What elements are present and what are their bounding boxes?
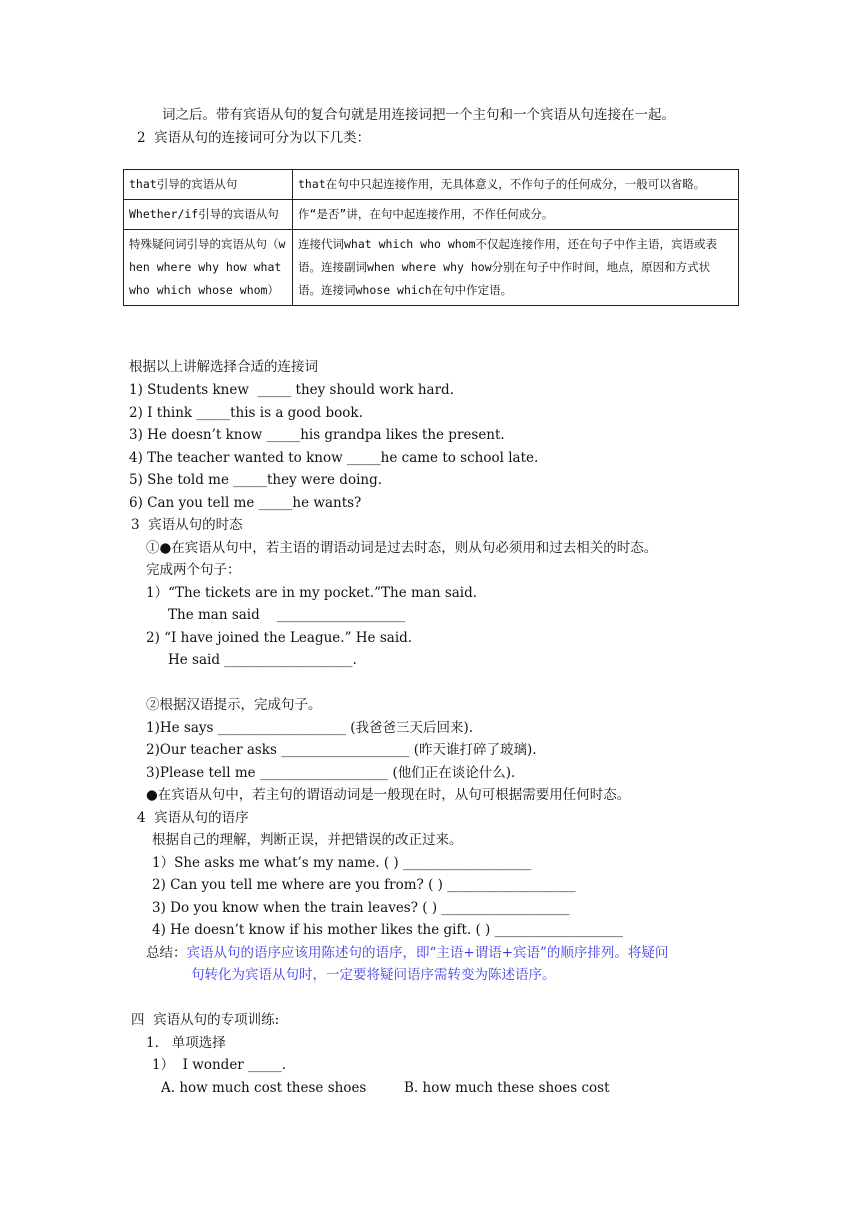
section3-a2: He said ___________________. [168,652,357,668]
section4-item: 3) Do you know when the train leaves? ( ) ___________________ [152,900,570,916]
exercise1-item: 1) Students knew _____ they should work hard. [129,382,454,398]
mc-question: 1） I wonder _____. [152,1057,287,1073]
section4-item: 1）She asks me what’s my name. ( ) ___________________ [152,855,532,871]
section4-item: 4) He doesn’t know if his mother likes the gift. ( ) ___________________ [152,922,623,938]
section3-sentence: 1)He says ___________________ (我爸爸三天后回来). [146,720,474,736]
section4-instruction: 根据自己的理解，判断正误，并把错误的改正过来。 [152,832,463,848]
table-cell-desc: that在句中只起连接作用，无具体意义，不作句子的任何成分，一般可以省略。 [293,170,739,200]
section3-sentence: 3)Please tell me ___________________ (他们正在谈论什么). [146,765,516,781]
section4-item: 2) Can you tell me where are you from? ( ) ___________________ [152,877,576,893]
table-row [124,230,739,306]
exercise1-item: 6) Can you tell me _____he wants? [129,495,362,511]
mc-option-a: A. how much cost these shoes [161,1080,367,1096]
table-cell-desc: 连接代词what which who whom不仅起连接作用，还在句子中作主语，宾语或表语。连接副词when where why how分别在句子中作时间，地点，原因和方式状语。连接词whose which在句中作定语。 [293,230,739,306]
table-cell-type: Whether/if引导的宾语从句 [124,200,293,230]
section4-heading: 4 宾语从句的语序 [137,810,249,826]
exercise1-item: 5) She told me _____they were doing. [129,472,383,488]
section3-sentence: 2)Our teacher asks ___________________ (昨天谁打碎了玻璃). [146,742,537,758]
table-cell-type: that引导的宾语从句 [124,170,293,200]
section-four-sub: 1. 单项选择 [146,1035,226,1051]
section-four-heading: 四 宾语从句的专项训练: [131,1012,280,1028]
intro-line-1: 词之后。带有宾语从句的复合句就是用连接词把一个主句和一个宾语从句连接在一起。 [162,107,675,123]
section3-task: 完成两个句子： [146,562,241,578]
exercise1-heading: 根据以上讲解选择合适的连接词 [129,359,318,375]
table-row [124,200,739,230]
section3-rule3: ●在宾语从句中，若主句的谓语动词是一般现在时，从句可根据需要用任何时态。 [146,787,631,803]
summary-line-2: 句转化为宾语从句时，一定要将疑问语序需转变为陈述语序。 [191,967,556,983]
exercise1-item: 4) The teacher wanted to know _____he came to school late. [129,450,539,466]
exercise1-item: 2) I think _____this is a good book. [129,405,363,421]
mc-option-b: B. how much these shoes cost [404,1080,610,1096]
summary-text: 宾语从句的语序应该用陈述句的语序，即“主语+谓语+宾语”的顺序排列。将疑问 [186,945,669,961]
section3-q1: 1）“The tickets are in my pocket.”The man said. [146,585,478,601]
summary-label: 总结： [146,945,187,961]
connective-table [123,169,739,306]
intro-line-2: 2 宾语从句的连接词可分为以下几类： [137,130,371,146]
section3-heading: 3 宾语从句的时态 [131,517,243,533]
summary-line-1 [146,942,668,965]
table-row [124,170,739,200]
table-cell-desc: 作“是否”讲，在句中起连接作用，不作任何成分。 [293,200,739,230]
section3-rule1: ①●在宾语从句中，若主语的谓语动词是过去时态，则从句必须用和过去相关的时态。 [146,540,658,556]
exercise1-item: 3) He doesn’t know _____his grandpa likes the present. [129,427,505,443]
section3-a1: The man said ___________________ [168,607,406,623]
table-cell-type: 特殊疑问词引导的宾语从句（when where why how what who which whose whom） [124,230,293,306]
section3-rule2: ②根据汉语提示，完成句子。 [146,697,322,713]
section3-q2: 2) “I have joined the League.” He said. [146,630,413,646]
